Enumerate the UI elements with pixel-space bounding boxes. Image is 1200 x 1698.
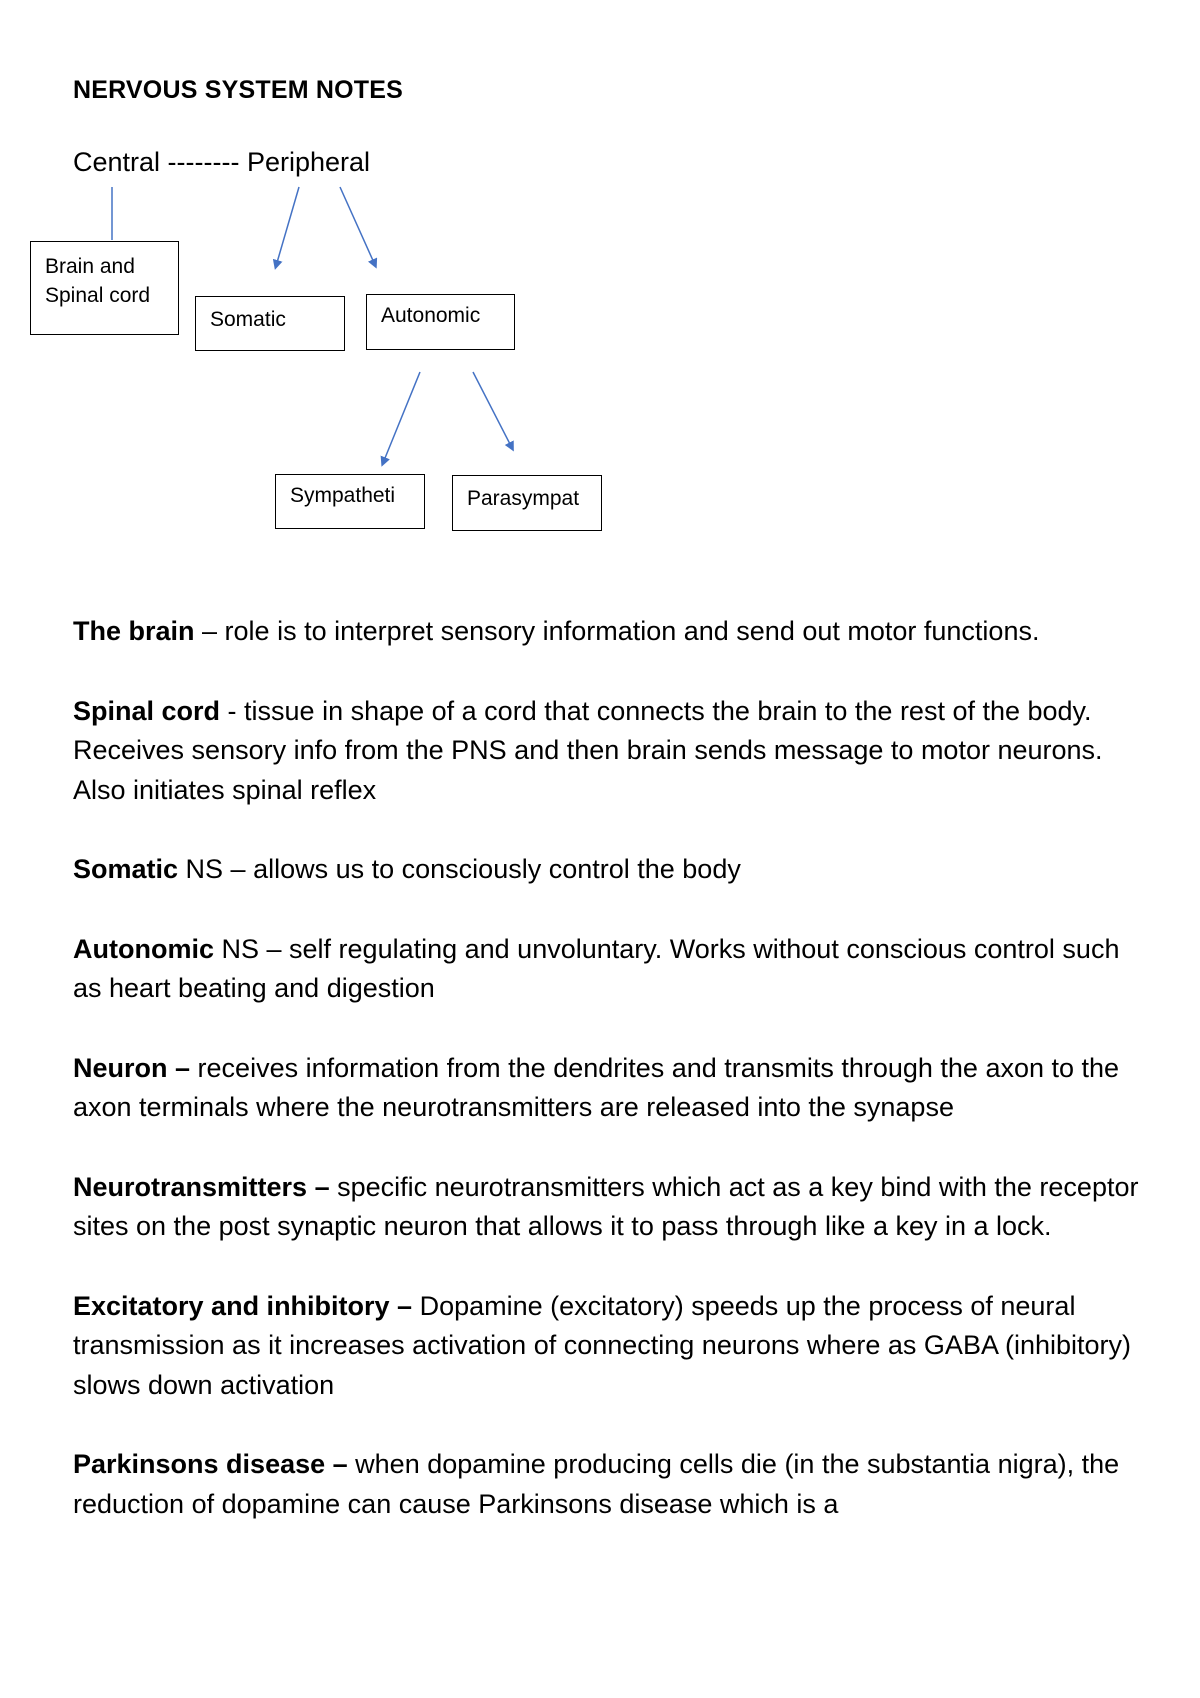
note-term: Excitatory and inhibitory – — [73, 1290, 413, 1321]
note-neuron — [73, 1049, 1143, 1128]
sympathetic-box — [275, 474, 425, 529]
arrow-to-parasympathetic — [473, 372, 512, 448]
note-text: allows us to consciously control the body — [253, 854, 741, 884]
parasympathetic-box — [452, 475, 602, 531]
note-term: Somatic — [73, 854, 179, 884]
parasympathetic-label: Parasympat — [467, 487, 580, 510]
note-brain: The brain – role is to interpret sensory information and send out motor functions. — [73, 616, 1040, 646]
note-spinal-cord: Spinal cord - tissue in shape of a cord that connects the brain to the rest of the body. Receives sensory info from the PNS and then brain sends message to motor neurons. Also initiates spinal reflex — [73, 695, 1103, 805]
note-text: specific neurotransmitters which act as a key bind with the receptor sites on the post synaptic neuron that allows it to pass through like a key in a lock. — [73, 1171, 1139, 1241]
brain-spinal-cord-label: Brain and Spinal cord — [45, 255, 151, 307]
sympathetic-label: Sympatheti — [290, 484, 396, 507]
page-title: NERVOUS SYSTEM NOTES — [73, 76, 403, 104]
note-term: Neuron – — [73, 1052, 191, 1083]
somatic-box — [195, 296, 345, 351]
note-neurotransmitters — [73, 1168, 1143, 1247]
note-text: self regulating and unvoluntary. Works without conscious control such as heart beating and digestion — [73, 933, 1120, 1003]
arrow-to-sympathetic — [383, 372, 420, 463]
autonomic-box — [366, 294, 515, 350]
note-text: receives information from the dendrites and transmits through the axon to the axon terminals where the neurotransmitters are released into the synapse — [73, 1052, 1120, 1122]
note-text: Dopamine (excitatory) speeds up the process of neural transmission as it increases activation of connecting neurons where as GABA (inhibitory) slows down activation — [73, 1290, 1132, 1400]
arrow-to-somatic — [276, 187, 299, 266]
note-somatic: Somatic NS – allows us to consciously control the body — [73, 854, 741, 884]
note-term: Autonomic — [73, 933, 214, 964]
note-text: role is to interpret sensory information and send out motor functions. — [224, 616, 1040, 646]
brain-spinal-cord-box — [30, 241, 179, 335]
arrow-to-autonomic — [340, 187, 375, 265]
diagram-top-line: Central -------- Peripheral — [73, 147, 371, 177]
note-parkinsons — [73, 1445, 1143, 1524]
note-autonomic: Autonomic NS – self regulating and unvoluntary. Works without conscious control such as heart beating and digestion — [73, 933, 1120, 1003]
note-term: Parkinsons disease – — [73, 1449, 348, 1479]
note-term: Neurotransmitters – — [73, 1171, 330, 1202]
somatic-label: Somatic — [210, 308, 286, 331]
note-term: Spinal cord — [73, 695, 221, 726]
note-excitatory-inhibitory — [73, 1287, 1143, 1406]
note-text: tissue in shape of a cord that connects the brain to the rest of the body. Receives sensory info from the PNS and then brain sends message to motor neurons. Also initiates spinal reflex — [73, 695, 1103, 805]
notes-content — [73, 612, 1143, 1564]
note-term: The brain — [73, 616, 195, 646]
autonomic-label: Autonomic — [381, 304, 481, 327]
note-text: when dopamine producing cells die (in the substantia nigra), the reduction of dopamine can cause Parkinsons disease which is a — [73, 1449, 1120, 1519]
